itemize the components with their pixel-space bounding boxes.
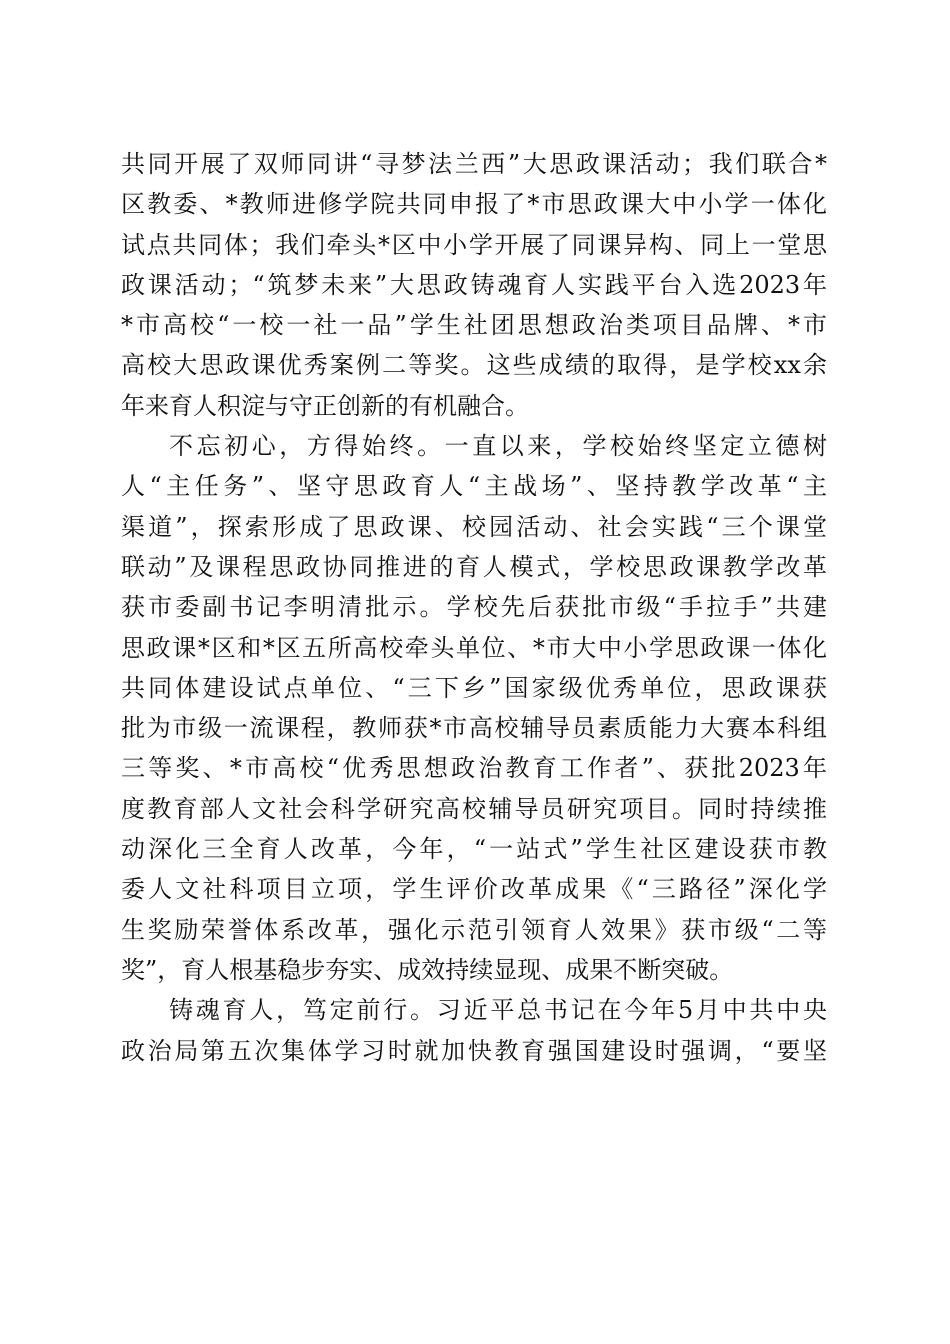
text-line: 生奖励荣誉体系改革，强化示范引领育人效果》获市级“二等	[121, 915, 827, 944]
body-text	[121, 144, 827, 1071]
paragraph	[121, 426, 827, 990]
text-line: 高校大思政课优秀案例二等奖。这些成绩的取得，是学校xx余	[121, 351, 827, 380]
text-line: *市高校“一校一社一品”学生社团思想政治类项目品牌、*市	[121, 311, 827, 340]
text-line: 委人文社科项目立项，学生评价改革成果《“三路径”深化学	[121, 875, 827, 904]
paragraph	[121, 990, 827, 1071]
text-line: 铸魂育人，笃定前行。习近平总书记在今年5月中共中央	[169, 996, 827, 1025]
text-line: 试点共同体；我们牵头*区中小学开展了同课异构、同上一堂思	[121, 230, 827, 259]
text-line: 政治局第五次集体学习时就加快教育强国建设时强调，“要坚	[121, 1036, 827, 1065]
text-line: 动深化三全育人改革，今年，“一站式”学生社区建设获市教	[121, 835, 827, 864]
text-line: 渠道”，探索形成了思政课、校园活动、社会实践“三个课堂	[121, 512, 827, 541]
text-line: 共同开展了双师同讲“寻梦法兰西”大思政课活动；我们联合*	[121, 150, 827, 178]
text-line: 政课活动；“筑梦未来”大思政铸魂育人实践平台入选2023年	[121, 270, 827, 299]
text-line: 奖”，育人根基稳步夯实、成效持续显现、成果不断突破。	[121, 955, 734, 984]
text-line: 区教委、*教师进修学院共同申报了*市思政课大中小学一体化	[121, 190, 827, 219]
text-line: 联动”及课程思政协同推进的育人模式，学校思政课教学改革	[121, 552, 827, 581]
text-line: 人“主任务”、坚守思政育人“主战场”、坚持教学改革“主	[121, 472, 827, 501]
text-line: 获市委副书记李明清批示。学校先后获批市级“手拉手”共建	[121, 593, 827, 622]
text-line: 年来育人积淀与守正创新的有机融合。	[121, 391, 529, 420]
text-line: 三等奖、*市高校“优秀思想政治教育工作者”、获批2023年	[121, 754, 827, 783]
text-line: 思政课*区和*区五所高校牵头单位、*市大中小学思政课一体化	[121, 633, 827, 662]
paragraph	[121, 144, 827, 426]
text-line: 共同体建设试点单位、“三下乡”国家级优秀单位，思政课获	[121, 673, 827, 702]
text-line: 批为市级一流课程，教师获*市高校辅导员素质能力大赛本科组	[121, 714, 827, 743]
text-line: 不忘初心，方得始终。一直以来，学校始终坚定立德树	[169, 432, 827, 461]
text-line: 度教育部人文社会科学研究高校辅导员研究项目。同时持续推	[121, 794, 827, 823]
